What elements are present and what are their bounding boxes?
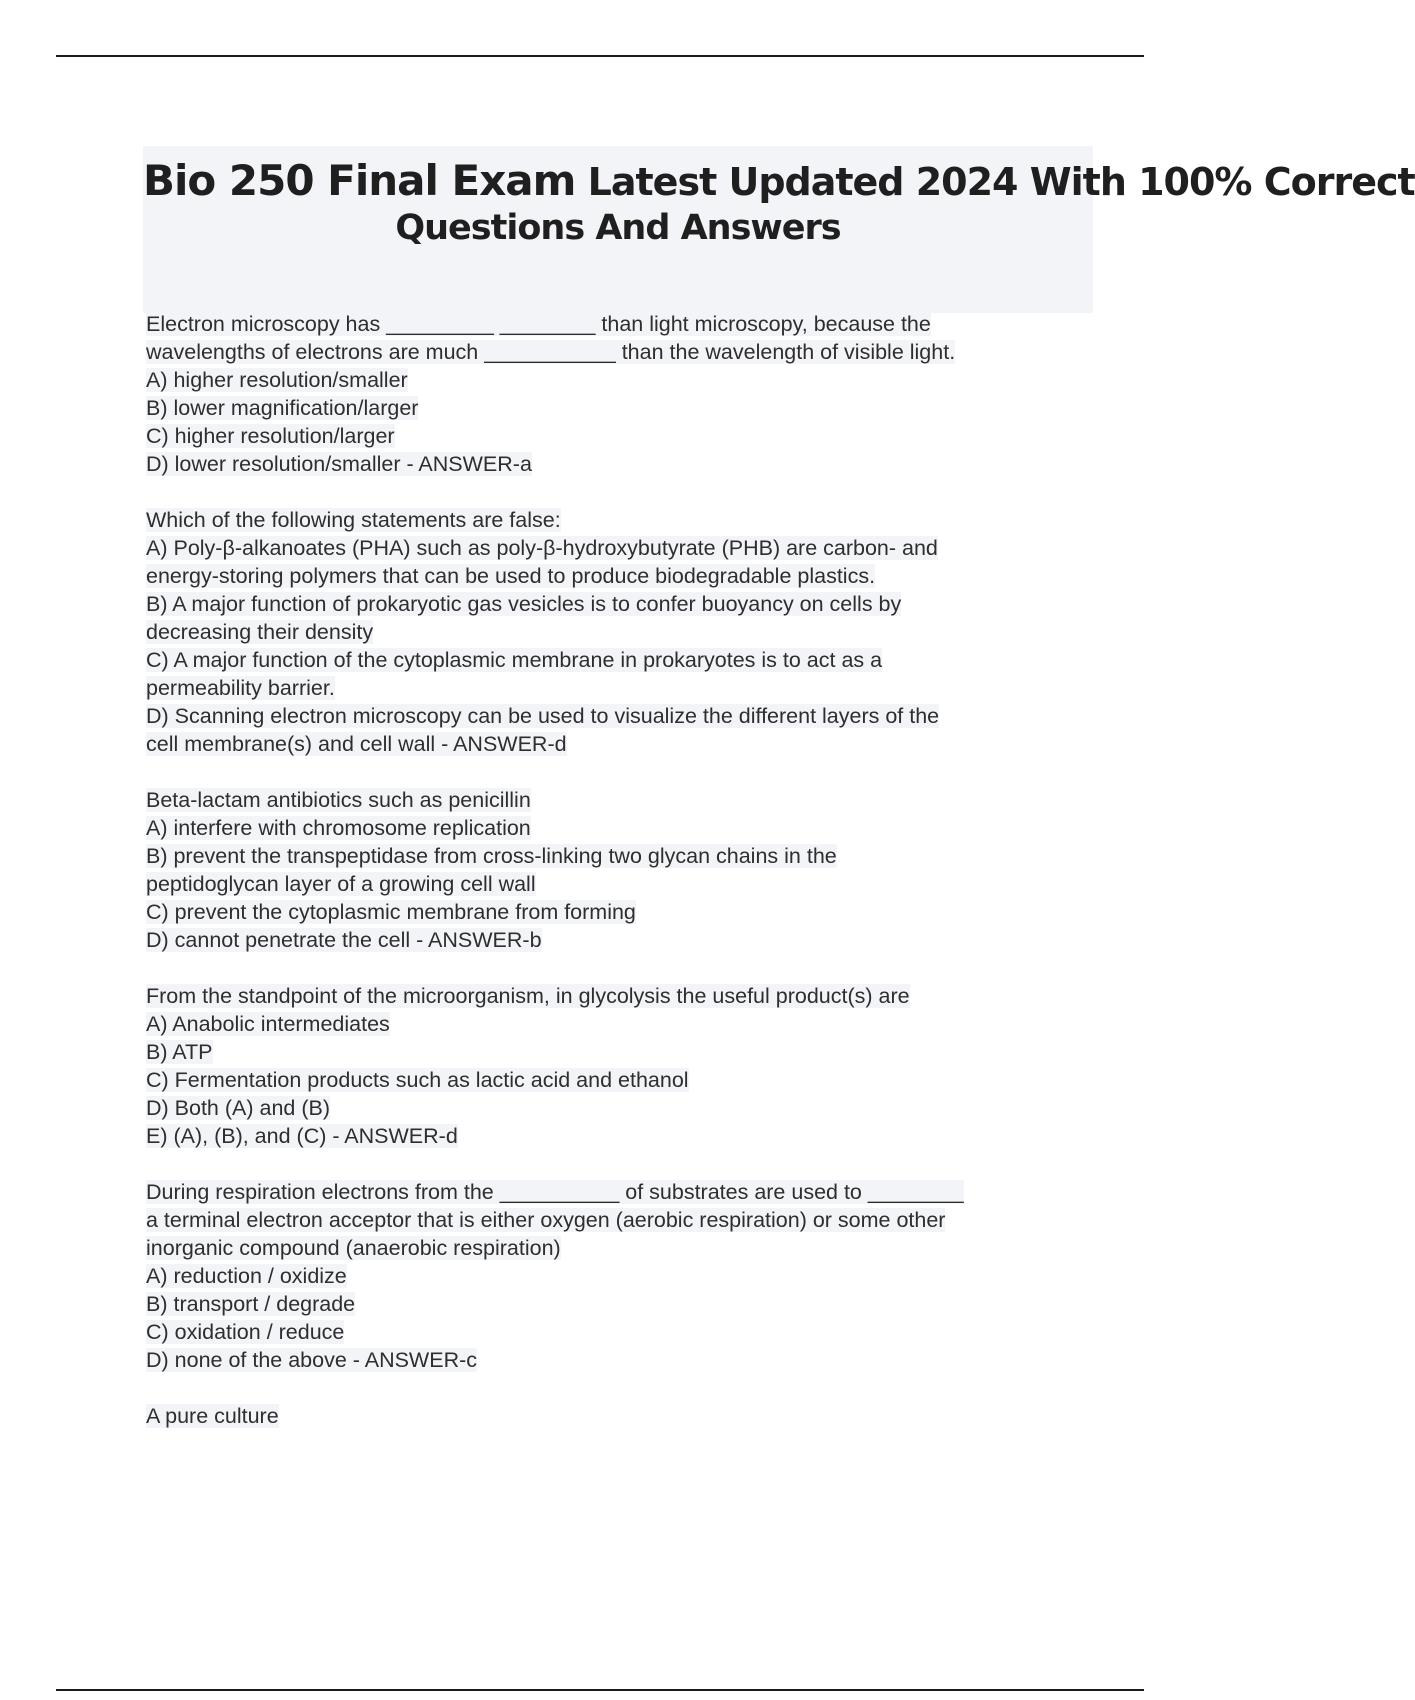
- line-text: C) oxidation / reduce: [146, 1320, 345, 1344]
- line-text: energy-storing polymers that can be used to produce biodegradable plastics.: [146, 564, 876, 588]
- line-text: peptidoglycan layer of a growing cell wall: [146, 872, 536, 896]
- question-line: [146, 1346, 1096, 1374]
- line-text: A pure culture: [146, 1404, 279, 1428]
- question-line: [146, 562, 1096, 590]
- question-text: [146, 1402, 1096, 1430]
- question-line: [146, 926, 1096, 954]
- question-block: [146, 1178, 1096, 1374]
- title-subtitle: Latest Updated 2024 With 100% Correct: [587, 160, 1415, 204]
- line-text: inorganic compound (anaerobic respiration): [146, 1236, 561, 1260]
- line-text: D) Scanning electron microscopy can be used to visualize the different layers of the: [146, 704, 940, 728]
- question-line: [146, 870, 1096, 898]
- line-text: B) transport / degrade: [146, 1292, 356, 1316]
- document-title: [143, 146, 1415, 313]
- line-text: D) none of the above - ANSWER-c: [146, 1348, 478, 1372]
- question-line: [146, 730, 1096, 758]
- question-block: [146, 506, 1096, 758]
- line-text: Which of the following statements are false:: [146, 508, 561, 532]
- question-line: [146, 1010, 1096, 1038]
- line-text: C) Fermentation products such as lactic acid and ethanol: [146, 1068, 689, 1092]
- line-text: decreasing their density: [146, 620, 374, 644]
- question-line: [146, 1066, 1096, 1094]
- line-text: A) Poly-β-alkanoates (PHA) such as poly-β-hydroxybutyrate (PHB) are carbon- and: [146, 536, 938, 560]
- title-line-2: Questions And Answers: [395, 208, 841, 248]
- question-line: [146, 1262, 1096, 1290]
- question-line: [146, 702, 1096, 730]
- question-text: [146, 1178, 1096, 1206]
- title-line-1: [143, 156, 1415, 205]
- line-text: A) higher resolution/smaller: [146, 368, 408, 392]
- question-line: [146, 450, 1096, 478]
- line-text: A) Anabolic intermediates: [146, 1012, 390, 1036]
- line-text: C) higher resolution/larger: [146, 424, 395, 448]
- question-line: [146, 674, 1096, 702]
- question-line: [146, 1038, 1096, 1066]
- line-text: B) prevent the transpeptidase from cross-linking two glycan chains in the: [146, 844, 837, 868]
- question-line: [146, 842, 1096, 870]
- question-line: [146, 366, 1096, 394]
- question-line: [146, 646, 1096, 674]
- line-text: permeability barrier.: [146, 676, 335, 700]
- question-block: [146, 1402, 1096, 1430]
- line-text: cell membrane(s) and cell wall - ANSWER-d: [146, 732, 567, 756]
- question-block: [146, 310, 1096, 478]
- line-text: C) A major function of the cytoplasmic membrane in prokaryotes is to act as a: [146, 648, 883, 672]
- question-line: [146, 814, 1096, 842]
- question-line: [146, 898, 1096, 926]
- title-course: Bio 250 Final Exam: [143, 156, 576, 205]
- question-line: [146, 1122, 1096, 1150]
- line-text: C) prevent the cytoplasmic membrane from forming: [146, 900, 636, 924]
- question-line: [146, 394, 1096, 422]
- question-line: [146, 534, 1096, 562]
- question-block: [146, 786, 1096, 954]
- question-line: [146, 338, 1096, 366]
- line-text: D) lower resolution/smaller - ANSWER-a: [146, 452, 532, 476]
- question-text: [146, 982, 1096, 1010]
- question-line: [146, 1094, 1096, 1122]
- line-text: E) (A), (B), and (C) - ANSWER-d: [146, 1124, 458, 1148]
- line-text: Electron microscopy has _________ ________ than light microscopy, because the: [146, 312, 931, 336]
- question-line: [146, 422, 1096, 450]
- line-text: From the standpoint of the microorganism, in glycolysis the useful product(s) are: [146, 984, 910, 1008]
- question-text: [146, 506, 1096, 534]
- line-text: A) reduction / oxidize: [146, 1264, 347, 1288]
- question-line: [146, 1206, 1096, 1234]
- question-line: [146, 1290, 1096, 1318]
- line-text: a terminal electron acceptor that is either oxygen (aerobic respiration) or some other: [146, 1208, 946, 1232]
- line-text: B) A major function of prokaryotic gas vesicles is to confer buoyancy on cells by: [146, 592, 902, 616]
- line-text: wavelengths of electrons are much ___________ than the wavelength of visible light.: [146, 340, 956, 364]
- question-line: [146, 1318, 1096, 1346]
- question-line: [146, 1234, 1096, 1262]
- top-rule: [56, 55, 1144, 57]
- question-line: [146, 618, 1096, 646]
- line-text: B) lower magnification/larger: [146, 396, 419, 420]
- question-text: [146, 310, 1096, 338]
- line-text: D) cannot penetrate the cell - ANSWER-b: [146, 928, 542, 952]
- bottom-rule: [56, 1689, 1144, 1691]
- line-text: Beta-lactam antibiotics such as penicillin: [146, 788, 531, 812]
- line-text: A) interfere with chromosome replication: [146, 816, 531, 840]
- question-text: [146, 786, 1096, 814]
- line-text: D) Both (A) and (B): [146, 1096, 330, 1120]
- question-line: [146, 590, 1096, 618]
- question-block: [146, 982, 1096, 1150]
- question-list: [146, 310, 1096, 1458]
- line-text: B) ATP: [146, 1040, 213, 1064]
- line-text: During respiration electrons from the __________ of substrates are used to ________: [146, 1180, 964, 1204]
